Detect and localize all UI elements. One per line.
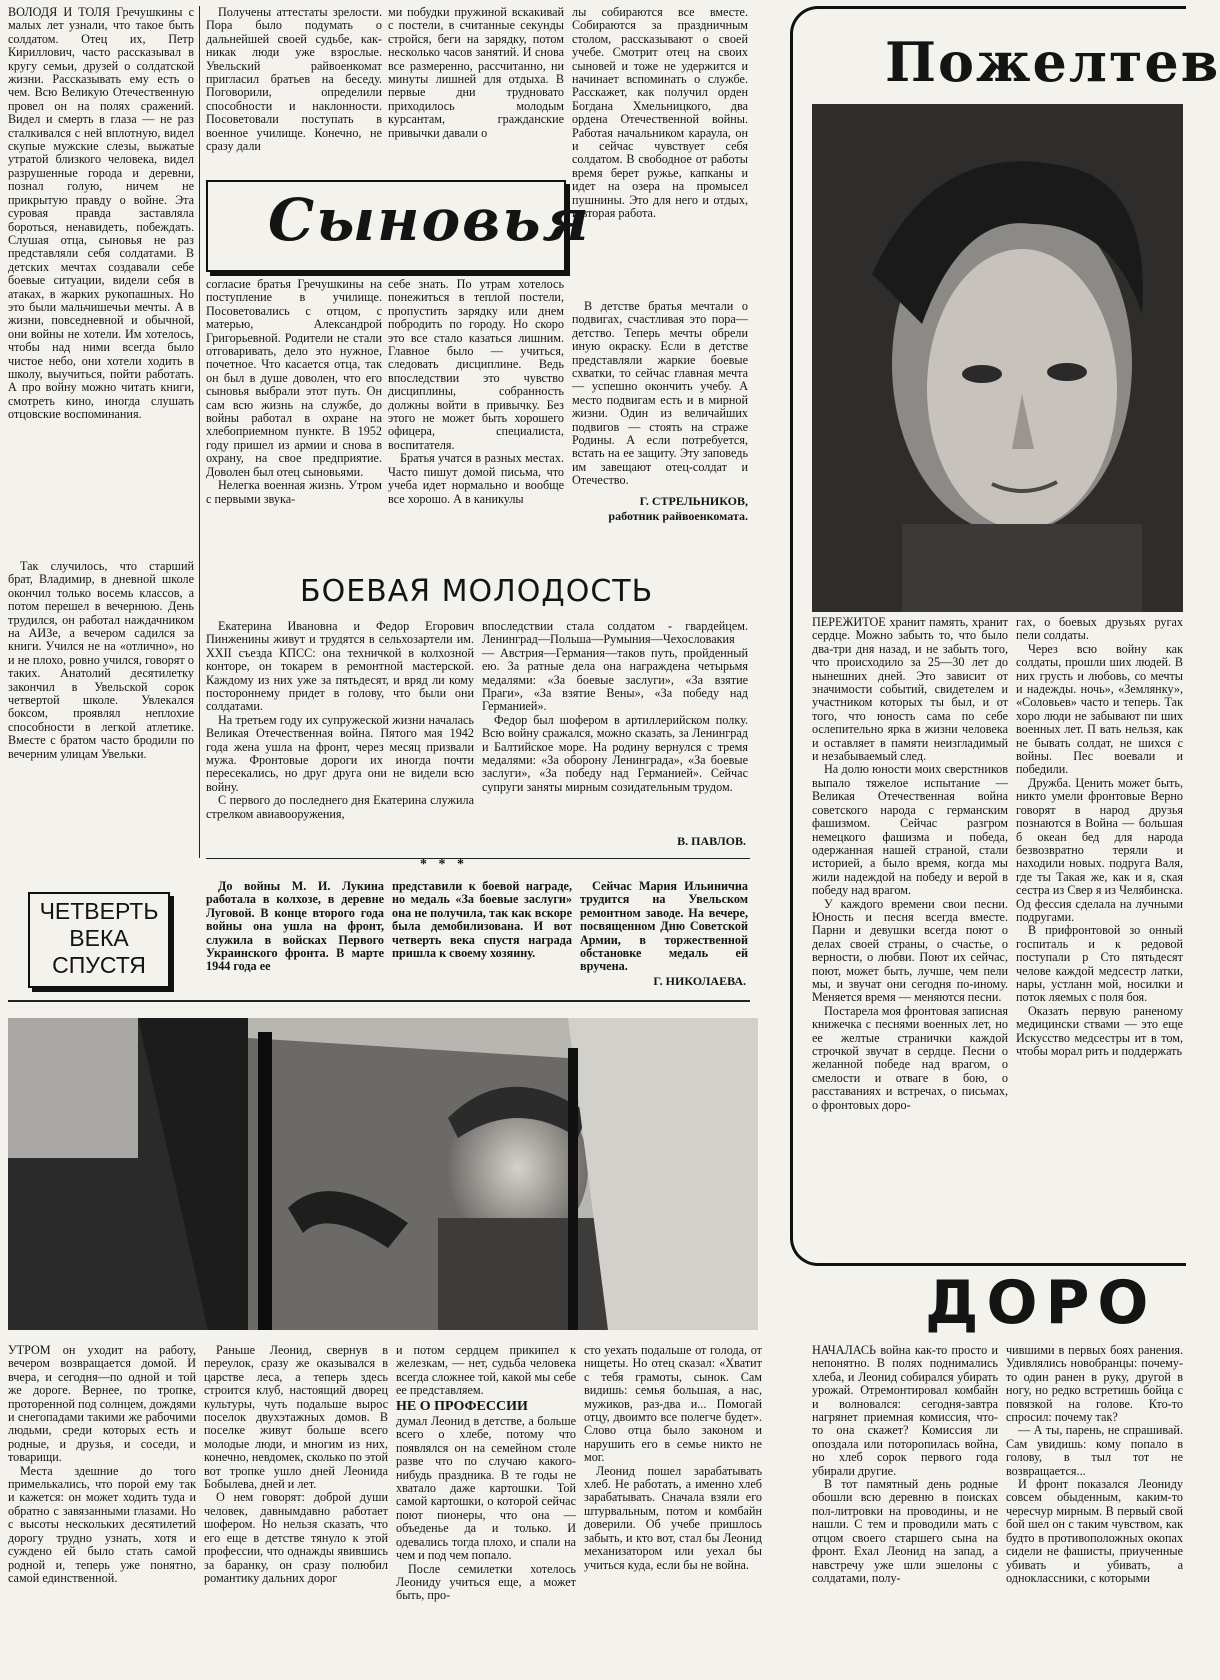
quarter-title-line1: ЧЕТВЕРТЬ (39, 898, 159, 924)
sons-body-4a: лы собираются все вместе. Собираются за праздничным столом, рассказывают о своей учебе. Смотрит отец на своих сыновей и тоже не удержится и начинает вспоминать о службе. Расскажет, как получил орден Богдана Хмельницкого, два ордена Отечественной войны. Работая начальником караула, он и сейчас чувствует себя солдатом. В свободное от работы время берет ружье, капканы и идет на озера на промысел пушнины. Это для него и отдых, и вторая работа. (572, 5, 748, 221)
road-column-6 (1006, 1344, 1183, 1676)
woman-soldier-portrait-image (812, 104, 1183, 612)
road-body-3: и потом сердцем прикипел к железкам, — нет, судьба человека всегда сложнее той, какой мы себе ее представляем. (396, 1343, 576, 1398)
yellowed-body-2: гах, о боевых друзьях ругах пели солдаты. (1016, 615, 1183, 643)
sons-title: Сыновья (268, 186, 591, 254)
sons-body-4b: В детстве братья мечтали о подвигах, счастливая это пора—детство. Теперь мечты обрели иную окраску. Если в детстве представляли жаркие боевые схватки, то сейчас главная мечта — успешно окончить учебу. А место подвигам есть и в мирной жизни. Один из величайших подвигов — стоять на страже Родины. А если потребуется, встать на ее защиту. Эту заповедь им завещают отец-солдат и Отечество. (572, 299, 748, 488)
road-body-4b: Леонид пошел зарабатывать хлеб. Не работать, а именно хлеб зарабатывать. Сначала взяли его штурвальным, потом и комбайн доверили. Об учебе пришлось забыть, и кто вот, стал бы Леонид механизатором или уехал бы учиться куда, если бы не война. (584, 1463, 762, 1572)
quarter-column-3 (580, 879, 748, 974)
quarter-body-1: До войны М. И. Лукина работала в колхозе, в деревне Луговой. В конце второго года войны она ушла на фронт, служила в войсках Первого Украинского фронта. В марте 1944 года ее (206, 879, 384, 974)
quarter-body-2: представили к боевой награде, но медаль «За боевые заслуги» она не получила, так как вскоре была демобилизована. И вот четверть века спустя награда пришла к своему хозяину. (392, 879, 572, 961)
quarter-stars: * * * (420, 857, 468, 872)
sons-body-2a: Получены аттестаты зрелости. Пора было подумать о дальнейшей своей судьбе, как-никак люди уже взрослые. Увельский райвоенкомат пригласил братьев на беседу. Поговорили, определили способности и наклонности. Посоветовали поступать в военное училище. Конечно, не сразу дали (206, 5, 382, 154)
quarter-title-box (28, 892, 170, 988)
sons-body-1: ВОЛОДЯ И ТОЛЯ Гречушкины с малых лет узнали, что такое быть солдатом. Отец их, Петр Кириллович, часто рассказывал в кругу семьи, друзей о солдатской жизни. Рассказывать ему есть о чем. Всю Великую Отечественную провел он на полях сражений. Видел и смерть в глаза — не раз сталкивался с ней вплотную, видел скупые мужские слезы, выжатые утратой близкого человека, видел разрушенные города и деревни, познал голую, ничем не прикрытую правду о войне. Эта суровая правда заставляла бороться, ненавидеть, побеждать. Слушая отца, сыновья не раз представляли себя солдатами. В детских мечтах создавали себе боевые ситуации, видели себя в атаках, в жарких рукопашных. Но это были мальчишечьи мечты. А в жизни, повседневной и обычной, они войны не хотели. Им хотелось, чтобы над ними всегда было чистое небо, они хотели ходить в школу, выучиться, пойти работать. А про войну можно читать книги, смотреть кино, иногда слушать отцовские воспоминания. (8, 5, 194, 422)
youth-author: В. ПАВЛОВ. (677, 834, 746, 848)
quarter-author: Г. НИКОЛАЕВА. (653, 974, 746, 988)
youth-body-1b: На третьем году их супружеской жизни началась Великая Отечественная война. Пятого мая 1942 года жена ушла на фронт, через месяц призвали мужа. Фронтовые дороги их иногда почти пересекались, но друг друга они не видели всю войну. (206, 712, 474, 794)
youth-column-1 (206, 620, 474, 852)
sons-column-1 (8, 6, 194, 552)
sons-body-2c: Нелегка военная жизнь. Утром с первыми звука- (206, 478, 382, 506)
road-body-3b: думал Леонид в детстве, а больше всего о хлебе, потому что появлялся он на семейном столе разве что по случаю какого-нибудь праздника. В те годы не хватало даже картошки. Той самой картошки, о которой сейчас поют пионеры, что она — объеденье да и только. И одевались тогда плохо, и спали на чем и под чем попало. (396, 1414, 576, 1563)
road-column-4 (584, 1344, 762, 1676)
road-body-6: чившими в первых боях ранения. Удивлялись новобранцы: почему-то один ранен в руку, другой в ногу, но редко встретишь бойца с повязкой на голове. Кто-то спросил: почему так? (1006, 1343, 1183, 1425)
driver-in-truck-image (8, 1018, 758, 1330)
sons-body-1b: Так случилось, что старший брат, Владимир, в дневной школе окончил только восемь классов, а потом перешел в вечернюю. День трудился, он работал наждачником на АИЗе, а вечером садился за книги. Учился не на «отлично», но и не плохо, ровно учился, говорят о таких. Анатолий десятилетку закончил в Увельской сорок четвертой школе. Увлекался боксом, проявлял неплохие способности в легкой атлетике. Вместе с братом часто бродили по вечерним улицам Увельки. (8, 559, 194, 761)
sons-column-4b (572, 300, 748, 490)
sons-author-role: работник райвоенкомата. (608, 509, 748, 523)
youth-body-2b: Федор был шофером в артиллерийском полку. Всю войну сражался, можно сказать, за Ленинград и Балтийское море. На родину вернулся с тремя медалями: «За оборону Ленинграда», «За боевые заслуги», «За победу над Германией». Сейчас супруги заняты мирным созидательным трудом. (482, 712, 748, 794)
youth-title: БОЕВАЯ МОЛОДОСТЬ (300, 574, 654, 609)
sons-column-4a (572, 6, 748, 296)
driver-photo (8, 1018, 758, 1330)
quarter-title-line2: ВЕКА (69, 925, 129, 951)
yellowed-body-1d: Постарела моя фронтовая записная книжечка с песнями военных лет, но ее желтые странички каждой строчкой звучат в сердце. Песни о желанной победе над врагом, о смелости и отваге в бою, о расставаниях и встречах, о письмах, о фронтовых доро- (812, 1003, 1008, 1112)
sons-column-3a (388, 6, 564, 172)
quarter-column-1 (206, 880, 384, 990)
yellowed-column-1 (812, 616, 1008, 1252)
sons-title-box (206, 180, 591, 272)
road-column-3 (396, 1344, 576, 1676)
road-column-1 (8, 1344, 196, 1676)
sons-author-block (572, 494, 748, 524)
youth-body-2: впоследствии стала солдатом - гвардейцем. Ленинград—Польша—Румыния—Чехословакия — Австрия—Германия—таков путь, пройденный ею. За ратные дела она награждена четырьмя медалями: «За боевые заслуги», «За взятие Праги», «За взятие Вены», «За победу над Германией». (482, 619, 748, 714)
road-body-6b: — А ты, парень, не спрашивай. Сам увидишь: кому попало в голову, в тыл тот не возвращается... (1006, 1423, 1183, 1478)
sons-column-2a (206, 6, 382, 172)
yellowed-column-2 (1016, 616, 1183, 1252)
road-body-4: сто уехать подальше от голода, от нищеты. Но отец сказал: «Хватит с тебя грамоты, сынок. Сам видишь: семья большая, а нас, мужиков, раз-два и... Помогай отцу, двоимто все полегче будет». Слово отца было законом и нарушить его в семье никто не мог. (584, 1343, 762, 1465)
road-body-1b: Места здешние до того примелькались, что порой ему так и кажется: он может ходить туда и обратно с завязанными глазами. Но с высоты нескольких десятилетий дорогу трудно узнать, хотя и суждено ей было стать самой родной и, теперь уже понятно, самой единственной. (8, 1463, 196, 1585)
yellowed-body-1: ПЕРЕЖИТОЕ хранит память, хранит сердце. Можно забыть то, что было два-три дня назад, и не забыть того, что происходило за 25—30 лет до нынешних дней. Это зависит от значимости событий, свидетелем и участником которых ты был, и от того, что юность сама по себе ослепительно ярка в жизни человека и оставляет в памяти неизгладимый и незабываемый след. (812, 615, 1008, 764)
youth-body-1: Екатерина Ивановна и Федор Егорович Пинженины живут и трудятся в сельхозартели им. XXII съезда КПСС: она техничкой в колхозной конторе, он токарем в ремонтной мастерской. Каждому из них уже за пятьдесят, и вряд ли кому постороннему придет в голову, что были они солдатами. (206, 619, 474, 714)
yellowed-title: Пожелтев (885, 30, 1220, 94)
road-body-2b: О нем говорят: доброй души человек, давнымдавно работает шофером. Но нельзя сказать, что его еще в детстве тянуло к этой профессии, что однажды явившись за баранку, он сразу полюбил романтику дальних дорог (204, 1490, 388, 1585)
road-column-5 (812, 1344, 998, 1676)
quarter-body-3: Сейчас Мария Ильинична трудится на Увельском ремонтном заводе. На вечере, посвященном Дню Советской Армии, в торжественной обстановке медаль ей вручена. (580, 879, 748, 974)
road-subheading: НЕ О ПРОФЕССИИ (396, 1398, 528, 1414)
road-title: ДОРО (925, 1268, 1157, 1338)
sons-column-2b (206, 278, 382, 526)
road-column-2 (204, 1344, 388, 1676)
road-body-3c: После семилетки хотелось Леониду учиться еще, а может быть, про- (396, 1561, 576, 1603)
road-body-2: Раньше Леонид, свернув в переулок, сразу же оказывался в царстве леса, а теперь здесь строится клуб, настоящий дворец культуры, чуть подальше вырос поселок двухэтажных домов. В поселке живут больше всего молодые люди, и многим из них, конечно, невдомек, сколько по этой вот тропке ушло дней Леонида Бобылева, дней и лет. (204, 1343, 388, 1492)
yellowed-body-2b: Через всю войну как солдаты, прошли ших людей. В них грусть и любовь, со мечты и надежды. ночь», «Землянку», «Соловьев» часто и теперь. Так хоро люди не забывают пи ших военных лет. П вать нельзя, как не бывать солдат, не шихся с войны. Пес воевали и победили. (1016, 641, 1183, 777)
yellowed-body-2d: В прифронтовой зо онный госпиталь и к редовой поступали р Сто пятьдесят челове каждой медсестр латки, нары, устланн мой, носилки и поток ляемых с поля боя. (1016, 923, 1183, 1005)
sons-column-3b (388, 278, 564, 526)
road-body-1: УТРОМ он уходит на работу, вечером возвращается домой. И вчера, и сегодня—по одной и той же дороге. Вернее, по тропке, проторенной под солнцем, дождями и снегопадами такими же рабочими людьми, среди которых есть и родные, и друзья, и соседи, и товарищи. (8, 1343, 196, 1465)
yellowed-body-1c: У каждого времени свои песни. Юность и песня всегда вместе. Парни и девушки всегда поют о делах своей страны, о счастье, о верности, о любви. Поют их сейчас, поют, может быть, лучше, чем пели мы, и звучат они сегодня по-иному. Меняется время — меняются песни. (812, 896, 1008, 1005)
road-body-6c: И фронт показался Леониду совсем обыденным, каким-то чересчур мирным. В первый свой бой шел он с таким чувством, как будто в противоположных окопах сидели не фашисты, приученные убивать и убивать, а однокласcники, с которыми (1006, 1477, 1183, 1585)
yellowed-body-2e: Оказать первую раненому медицински ствами — это еще Искусство медсестры ит в том, чтобы морал рить и поддержать (1016, 1003, 1183, 1058)
sons-body-3b: себе знать. По утрам хотелось понежиться в теплой постели, пропустить зарядку или днем побродить по городу. Но скоро это все стало казаться лишним. Главное было — учиться, следовать дисциплине. Ведь впоследствии это чувство дисциплины, собранность должны войти в привычку. Без этого не может быть хорошего офицера, специалиста, воспитателя. (388, 277, 564, 452)
sons-column-1b (8, 560, 194, 860)
sons-author: Г. СТРЕЛЬНИКОВ, (639, 494, 748, 508)
yellowed-body-2c: Дружба. Ценить может быть, никто умели фронтовые Верно говорят в народ друзья познаются в Война — большая б океан бед для народа безвозвратно теряли и находили новых. подруга Валя, где ты Такая же, как и я, ская сестра из Свер я из Челябинска. Од фессия сделала на лучными подругами. (1016, 775, 1183, 924)
yellowed-body-1b: На долю юности моих сверстников выпало тяжелое испытание — Великая Отечественная война советского народа с германским фашизмом. Сейчас разгром немецкого фашизма и победа, одержанная нашей страной, стали историей, а было время, когда мы жили надеждой на победу и верой в победу над врагом. (812, 762, 1008, 898)
sons-body-3a: ми побудки пружиной вскакивай с постели, в считанные секунды стройся, беги на зарядку, потом несколько часов занятий. И снова все размеренно, рассчитанно, ни минуты лишней для отдыха. В первые дни трудновато приходилось молодым курсантам, гражданские привычки давали о (388, 5, 564, 140)
sons-body-2b: согласие братья Гречушкины на поступление в училище. Посоветовались с отцом, с матерью, Александрой Григорьевной. Родители не стали отговаривать, дело это нужное, почетное. Что касается отца, так он был в душе доволен, что его сыновья выбрали этот путь. Он сам всю жизнь на службе, до войны работал в охране на хлебоприемном пункте. В 1952 году пришел из армии и снова в охрану, на свое предприятие. Доволен был отец сыновьями. (206, 277, 382, 479)
youth-body-1c: С первого до последнего дня Екатерина служила стрелком авиавооружения, (206, 793, 474, 821)
quarter-title-line3: СПУСТЯ (52, 952, 146, 978)
youth-column-2 (482, 620, 748, 820)
road-body-5: НАЧАЛАСЬ война как-то просто и непонятно. В полях поднимались хлеба, и Леонид собирался убирать урожай. Отремонтировал комбайн и волновался: сегодня-завтра нагрянет приемная комиссия, что-то она скажет? Комиссия ли опоздала или поторопилась война, но хлеб сорок первого года убирали другие. (812, 1343, 998, 1478)
soldier-portrait-photo (812, 104, 1183, 612)
sons-body-3c: Братья учатся в разных местах. Часто пишут домой письма, что учеба идет нормально и вообще все хорошо. А в каникулы (388, 451, 564, 506)
quarter-column-2 (392, 880, 572, 990)
road-body-5b: В тот памятный день родные обошли всю деревню в поисках пол-литровки на проводины, и не нашли. С тем и проводили мать с отцом своего старшего сына на фронт. Ехал Леонид на запад, а навстречу уже шли эшелоны с солдатами, полу- (812, 1477, 998, 1585)
